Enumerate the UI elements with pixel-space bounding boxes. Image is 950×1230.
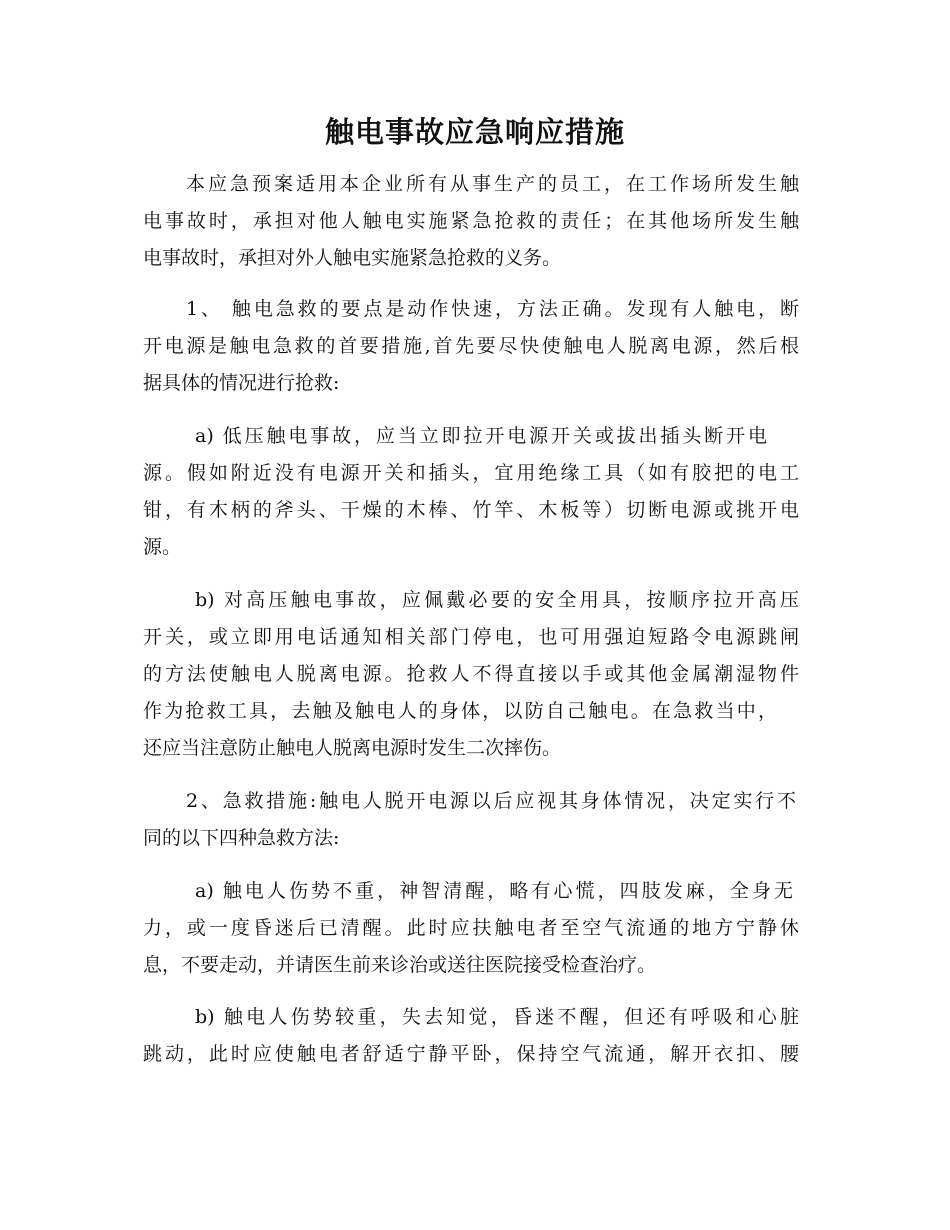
paragraph-line: 本应急预案适用本企业所有从事生产的员工，在工作场所发生触: [186, 173, 799, 195]
paragraph-line: 开电源是触电急救的首要措施,首先要尽快使触电人脱离电源，然后根: [143, 335, 799, 357]
paragraph-line: 1、 触电急救的要点是动作快速，方法正确。发现有人触电，断: [186, 298, 799, 320]
paragraph-line: 电事故时，承担对他人触电实施紧急抢救的责任；在其他场所发生触: [143, 210, 799, 232]
paragraph-line: 源。: [143, 536, 182, 558]
document-title: 触电事故应急响应措施: [324, 115, 625, 149]
paragraph-line: 还应当注意防止触电人脱离电源时发生二次摔伤。: [143, 737, 562, 759]
paragraph-line: a) 低压触电事故，应当立即拉开电源开关或拔出插头断开电: [195, 425, 767, 447]
paragraph-line: 钳，有木柄的斧头、干燥的木棒、竹竿、木板等）切断电源或挑开电: [143, 499, 799, 521]
paragraph-line: 2、急救措施:触电人脱开电源以后应视其身体情况，决定实行不: [186, 790, 796, 812]
paragraph-line: 息，不要走动，并请医生前来诊治或送往医院接受检查治疗。: [143, 954, 657, 976]
paragraph-line: 同的以下四种急救方法:: [143, 827, 340, 849]
paragraph-line: 电事故时，承担对外人触电实施紧急抢救的义务。: [143, 247, 562, 269]
paragraph-line: 力，或一度昏迷后已清醒。此时应扶触电者至空气流通的地方宁静休: [143, 917, 799, 939]
paragraph-line: 的方法使触电人脱离电源。抢救人不得直接以手或其他金属潮湿物件: [143, 663, 799, 685]
paragraph-line: b) 触电人伤势较重，失去知觉，昏迷不醒，但还有呼吸和心脏: [195, 1006, 799, 1028]
paragraph-line: 源。假如附近没有电源开关和插头，宜用绝缘工具（如有胶把的电工: [143, 462, 799, 484]
paragraph-line: b) 对高压触电事故，应佩戴必要的安全用具，按顺序拉开高压: [195, 589, 799, 611]
paragraph-line: 开关，或立即用电话通知相关部门停电，也可用强迫短路令电源跳闸: [143, 626, 799, 648]
paragraph-line: a) 触电人伤势不重，神智清醒，略有心慌，四肢发麻，全身无: [195, 880, 793, 902]
paragraph-line: 作为抢救工具，去触及触电人的身体，以防自己触电。在急救当中，: [143, 700, 777, 722]
paragraph-line: 据具体的情况进行抢救:: [143, 372, 340, 394]
paragraph-line: 跳动，此时应使触电者舒适宁静平卧，保持空气流通，解开衣扣、腰: [143, 1043, 799, 1065]
